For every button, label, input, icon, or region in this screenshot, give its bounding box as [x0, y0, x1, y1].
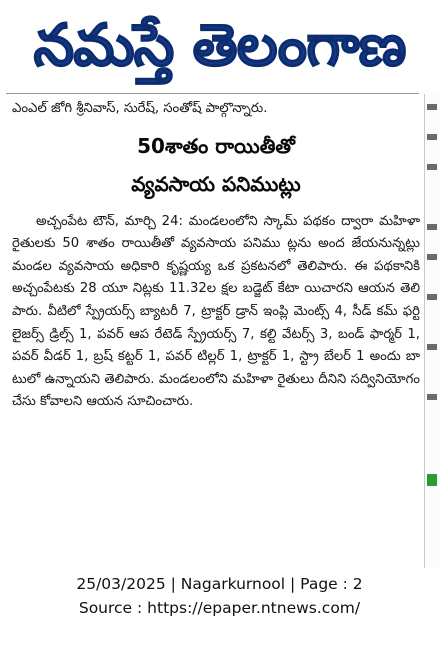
article-body: అచ్చంపేట టౌన్, మార్చి 24: మండలంలోని స్కామ్ పథకం ద్వారా మహిళా రైతులకు 50 శాతం రాయితీతో వ్యవసాయ పనిము ట్లను అంద జేయనున్నట్లు మండల వ్యవసాయ అధికారి కృష్ణయ్య ఒక ప్రకటనలో తెలిపారు. ఈ పథకానికి అచ్చంపేటకు 28 యూ నిట్లకు 11.32ల క్షల బడ్జెట్ కేటా యిచారని ఆయన తెలి పారు. వీటిలో స్ప్రేయర్స్ బ్యాటరీ 7, ట్రాక్టర్ డ్రాన్ ఇంప్లి మెంట్స్ 4, సీడ్ కమ్ ఫర్టి లైజర్స్ డ్రిల్స్ 1, పవర్ ఆప రేటెడ్ స్ప్రేయర్స్ 7, కల్టి వేటర్స్ 3, బండ్ ఫార్మర్ 1, పవర్ వీడర్ 1, బ్రష్ కట్టర్ 1, పవర్ టిల్లర్ 1, ట్రాక్టర్ 1, స్ట్రా బేలర్ 1 అందు బా టులో ఉన్నాయని తెలిపారు. మండలంలోని మహిళా రైతులు దీనిని సద్వినియోగం చేసు కోవాలని ఆయన సూచించారు. [12, 213, 420, 410]
adjacent-text-fragment [427, 104, 437, 110]
masthead-logo: నమస్తే తెలంగాణ [33, 11, 406, 79]
article-headline-line-2: వ్యవసాయ పనిముట్లు [131, 171, 301, 196]
masthead [0, 0, 439, 90]
adjacent-text-fragment [427, 394, 437, 400]
source-footer [0, 572, 439, 620]
article-headline-line-1: 50శాతం రాయితీతో [137, 133, 295, 158]
adjacent-column-edge [424, 94, 439, 568]
adjacent-color-fragment [427, 474, 437, 486]
article [12, 98, 420, 414]
adjacent-text-fragment [427, 134, 437, 140]
adjacent-text-fragment [427, 344, 437, 350]
masthead-divider [6, 93, 419, 94]
adjacent-text-fragment [427, 224, 437, 230]
adjacent-text-fragment [427, 254, 437, 260]
adjacent-text-fragment [427, 294, 437, 300]
article-lead-line: ఎంఎల్ జోగి శ్రీనివాస్, సురేష్, సంతోష్ పాల్గొన్నారు. [12, 101, 268, 116]
adjacent-text-fragment [427, 164, 437, 170]
footer-source: Source : https://epaper.ntnews.com/ [78, 599, 361, 617]
footer-date-edition: 25/03/2025 | Nagarkurnool | Page : 2 [76, 575, 363, 593]
